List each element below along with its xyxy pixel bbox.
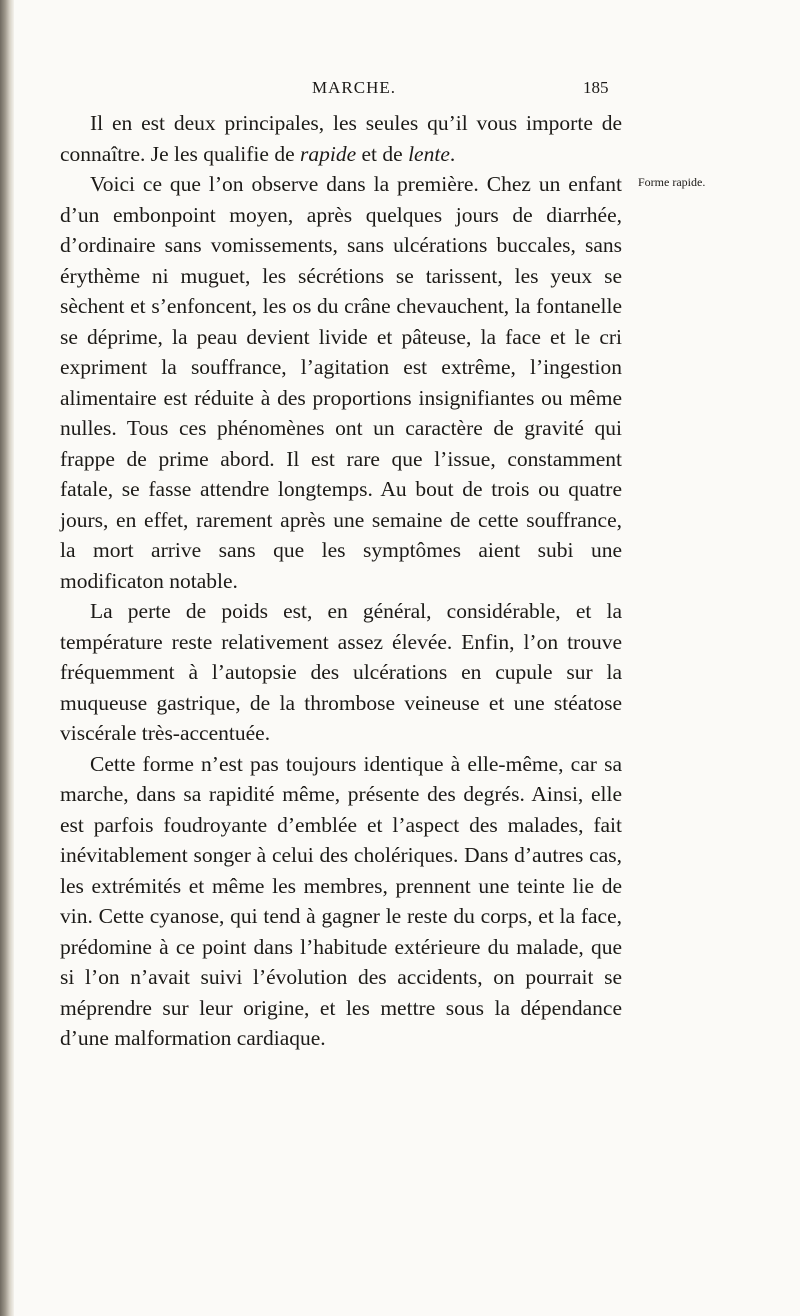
paragraph-1: Il en est deux principales, les seules qu’il vous importe de connaître. Je les qualifie de rapide et de lente.: [60, 111, 622, 166]
page-number: 185: [583, 78, 609, 97]
margin-note: Forme rapide.: [638, 175, 706, 189]
running-title: MARCHE.: [312, 78, 396, 97]
page-binding-edge: [0, 0, 14, 1316]
paragraph-4: Cette forme n’est pas toujours identique à elle-même, car sa marche, dans sa rapidité même, présente des degrés. Ainsi, elle est parfois foudroyante d’emblée et l’aspect des malades, fait inévitablement songer à celui des cholériques. Dans d’autres cas, les extrémités et même les membres, prennent une teinte lie de vin. Cette cyanose, qui tend à gagner le reste du corps, et la face, prédomine à ce point dans l’habitude extérieure du malade, que si l’on n’avait suivi l’évolution des accidents, on pourrait se méprendre sur leur origine, et les mettre sous la dépendance d’une malformation cardiaque.: [60, 751, 622, 1050]
emphasis-rapide: rapide: [300, 141, 357, 166]
paragraph-2: Voici ce que l’on observe dans la première. Chez un enfant d’un embonpoint moyen, après quelques jours de diarrhée, d’ordinaire sans vomissements, sans ulcérations buccales, sans érythème ni muguet, les sécrétions se tarissent, les yeux se sèchent et s’enfoncent, les os du crâne chevauchent, la fontanelle se déprime, la peau devient livide et pâteuse, la face et le cri expriment la souffrance, l’agitation est extrême, l’ingestion alimentaire est réduite à des proportions insignifiantes ou même nulles. Tous ces phénomènes ont un caractère de gravité qui frappe de prime abord. Il est rare que l’issue, constamment fatale, se fasse attendre longtemps. Au bout de trois ou quatre jours, en effet, rarement après une semaine de cette souffrance, la mort arrive sans que les symptômes aient subi une modificaton notable.: [60, 172, 622, 593]
body-text: [60, 108, 622, 1054]
page-header: [0, 78, 800, 98]
paragraph-3: La perte de poids est, en général, considérable, et la température reste relativement assez élevée. Enfin, l’on trouve fréquemment à l’autopsie des ulcérations en cupule sur la muqueuse gastrique, de la thrombose veineuse et une stéatose viscérale très-accentuée.: [60, 599, 622, 745]
emphasis-lente: lente: [408, 141, 450, 166]
